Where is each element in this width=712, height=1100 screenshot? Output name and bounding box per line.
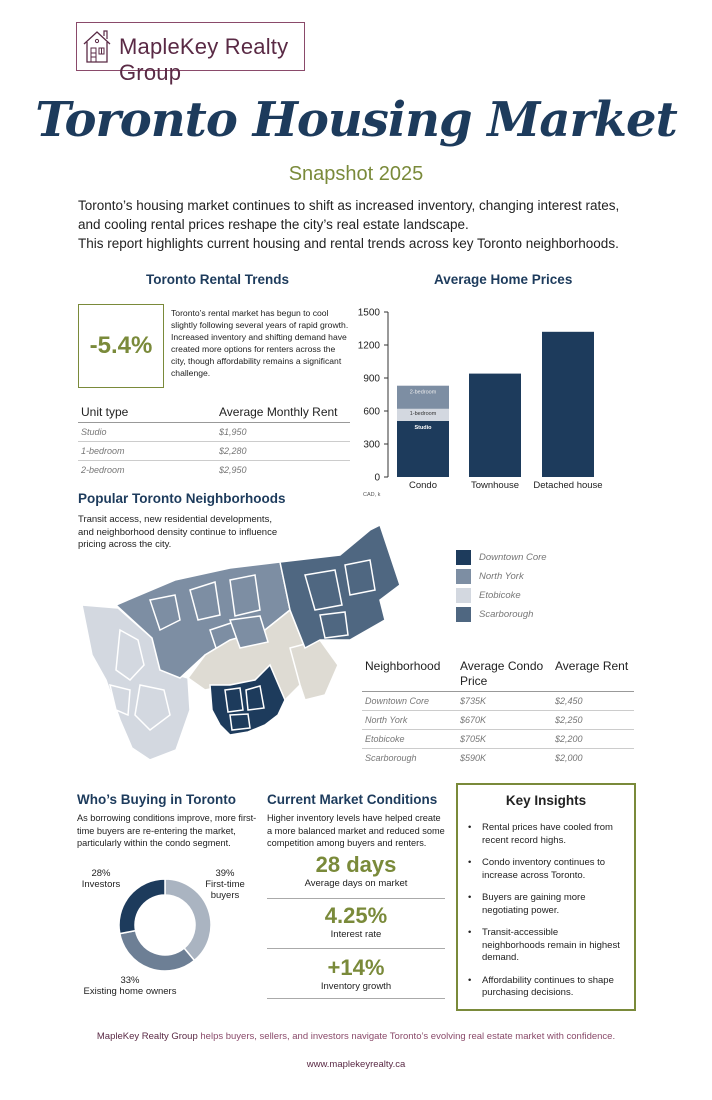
- table-row: [362, 749, 634, 767]
- toronto-map: [80, 520, 410, 765]
- page-subtitle: Snapshot 2025: [288, 163, 424, 185]
- neighborhood-table-body: [362, 692, 634, 767]
- rental-trends-text: Toronto’s rental market has begun to cool slightly following several years of rapid growth. Increased inventory and shifting demand have created more options for renters across the city, though affordability remains a significant challenge.: [171, 308, 349, 379]
- column-header: Neighborhood: [365, 659, 441, 673]
- bar-detached-house: [542, 332, 594, 477]
- segment-label: 1-bedroom: [409, 410, 437, 417]
- page-title: Toronto Housing Market: [35, 92, 677, 148]
- neighborhoods-heading: Popular Toronto Neighborhoods: [78, 491, 286, 506]
- key-insights-box: [456, 783, 636, 1011]
- stat-value: 4.25%: [324, 903, 388, 928]
- table-row: [362, 730, 634, 749]
- legend-item: [456, 567, 547, 586]
- stat-block: [267, 899, 445, 949]
- brand-logo: [76, 22, 305, 85]
- table-cell: Studio: [81, 427, 107, 437]
- y-tick-label: 1500: [357, 307, 380, 319]
- y-tick-label: 1200: [357, 340, 380, 352]
- table-cell: $2,250: [555, 715, 583, 725]
- insights-heading: Key Insights: [505, 793, 587, 808]
- table-cell: $1,950: [219, 427, 247, 437]
- table-row: [78, 442, 350, 461]
- footer-text: [0, 1031, 712, 1042]
- insight-item: • Transit-accessible neighborhoods remain in highest demand.: [468, 927, 620, 965]
- segment-label: First-time buyers: [205, 879, 245, 901]
- stat-label: Inventory growth: [320, 981, 392, 992]
- table-cell: Scarborough: [365, 753, 417, 763]
- segment-label: 2-bedroom: [409, 389, 437, 396]
- table-row: [362, 711, 634, 730]
- legend-label: North York: [479, 571, 524, 582]
- neighborhoods-text: Transit access, new residential developments, and neighborhood density continue to influence pricing across the city.: [78, 514, 278, 550]
- unit-note: CAD, k: [363, 492, 381, 498]
- buyers-text: As borrowing conditions improve, more first-time buyers are re-entering the market, particularly within the condo segment.: [77, 813, 257, 848]
- column-header: Average Monthly Rent: [219, 405, 338, 419]
- stat-value: +14%: [327, 955, 385, 980]
- chart-title: Average Home Prices: [434, 272, 573, 287]
- legend-label: Etobicoke: [479, 590, 521, 601]
- map-legend: [456, 548, 547, 624]
- neighborhood-table: [362, 659, 634, 767]
- x-tick-label: Townhouse: [470, 480, 520, 491]
- table-cell: Downtown Core: [365, 696, 430, 706]
- rental-change-stat: -5.4%: [78, 304, 164, 388]
- segment-pct: 33%: [120, 975, 140, 986]
- intro-paragraph-2: This report highlights current housing and rental trends across key Toronto neighborhoods.: [78, 236, 619, 251]
- table-cell: Etobicoke: [365, 734, 405, 744]
- website-link[interactable]: www.maplekeyrealty.ca: [306, 1059, 406, 1070]
- table-cell: 1-bedroom: [81, 446, 125, 456]
- insight-item: • Condo inventory continues to increase across Toronto.: [468, 857, 620, 882]
- table-row: [78, 423, 350, 442]
- table-cell: $2,200: [555, 734, 583, 744]
- conditions-heading: Current Market Conditions: [267, 792, 438, 807]
- donut-label-investors: [74, 868, 128, 890]
- table-cell: $2,450: [555, 696, 583, 706]
- intro-paragraph: Toronto’s housing market continues to shift as increased inventory, changing interest rates, and cooling rental prices reshape the city’s real estate landscape.: [78, 198, 620, 232]
- insight-item: • Buyers are gaining more negotiating power.: [468, 892, 620, 917]
- stat-block: [267, 852, 445, 899]
- segment-pct: 39%: [215, 868, 235, 879]
- legend-swatch: [456, 607, 471, 622]
- legend-swatch: [456, 569, 471, 584]
- table-cell: $705K: [460, 734, 487, 744]
- brand-name: MapleKey Realty Group: [119, 34, 289, 85]
- donut-label-first-time: [197, 868, 253, 901]
- x-tick-label: Condo: [409, 480, 437, 491]
- legend-item: [456, 605, 547, 624]
- table-cell: $2,950: [219, 465, 247, 475]
- segment-label: Existing home owners: [83, 986, 177, 997]
- conditions-text: Higher inventory levels have helped create a more balanced market and reduced some competition among buyers and renters.: [267, 813, 445, 848]
- legend-item: [456, 548, 547, 567]
- footer-body: helps buyers, sellers, and investors navigate Toronto’s evolving real estate market with confidence.: [197, 1031, 616, 1042]
- legend-swatch: [456, 550, 471, 565]
- y-tick-label: 300: [363, 439, 380, 451]
- y-tick-label: 900: [363, 373, 380, 385]
- donut-slice-existing-home-owners: [120, 931, 195, 971]
- column-header: Average Condo Price: [460, 659, 544, 688]
- stat-label: Interest rate: [330, 929, 382, 940]
- table-cell: $2,000: [555, 753, 583, 763]
- column-header: Unit type: [81, 405, 129, 419]
- house-icon: [82, 28, 112, 65]
- table-cell: North York: [365, 715, 408, 725]
- segment-pct: 28%: [91, 868, 111, 879]
- stat-block: [267, 949, 445, 999]
- table-header: [362, 659, 634, 692]
- table-row: [362, 692, 634, 711]
- bar-townhouse: [469, 374, 521, 477]
- conditions-stats: [267, 852, 445, 999]
- stat-label: Average days on market: [304, 878, 408, 889]
- column-header: Average Rent: [555, 659, 629, 673]
- insights-list: [458, 808, 634, 1000]
- table-cell: $670K: [460, 715, 487, 725]
- insight-item: • Rental prices have cooled from recent record highs.: [468, 822, 620, 847]
- home-prices-chart: [356, 300, 616, 500]
- table-cell: 2-bedroom: [81, 465, 125, 475]
- rental-trends-heading: Toronto Rental Trends: [146, 272, 290, 287]
- footer-brand: MapleKey Realty Group: [96, 1031, 198, 1042]
- table-cell: $590K: [460, 753, 487, 763]
- legend-item: [456, 586, 547, 605]
- legend-swatch: [456, 588, 471, 603]
- table-cell: $2,280: [219, 446, 247, 456]
- insight-item: • Affordability continues to shape purchasing decisions.: [468, 975, 620, 1000]
- donut-label-owners: [76, 975, 184, 997]
- y-tick-label: 600: [363, 406, 380, 418]
- legend-label: Scarborough: [479, 609, 534, 620]
- y-tick-label: 0: [374, 472, 380, 484]
- buyers-heading: Who’s Buying in Toronto: [77, 792, 236, 807]
- table-header: [78, 402, 350, 423]
- x-tick-label: Detached house: [533, 480, 603, 491]
- rent-table: [78, 402, 350, 479]
- table-row: [78, 461, 350, 479]
- legend-label: Downtown Core: [479, 552, 547, 563]
- stat-value: 28 days: [315, 852, 397, 877]
- segment-label: Studio: [414, 424, 432, 431]
- segment-label: Investors: [81, 879, 121, 890]
- map-region-east-york: [290, 640, 338, 700]
- table-cell: $735K: [460, 696, 487, 706]
